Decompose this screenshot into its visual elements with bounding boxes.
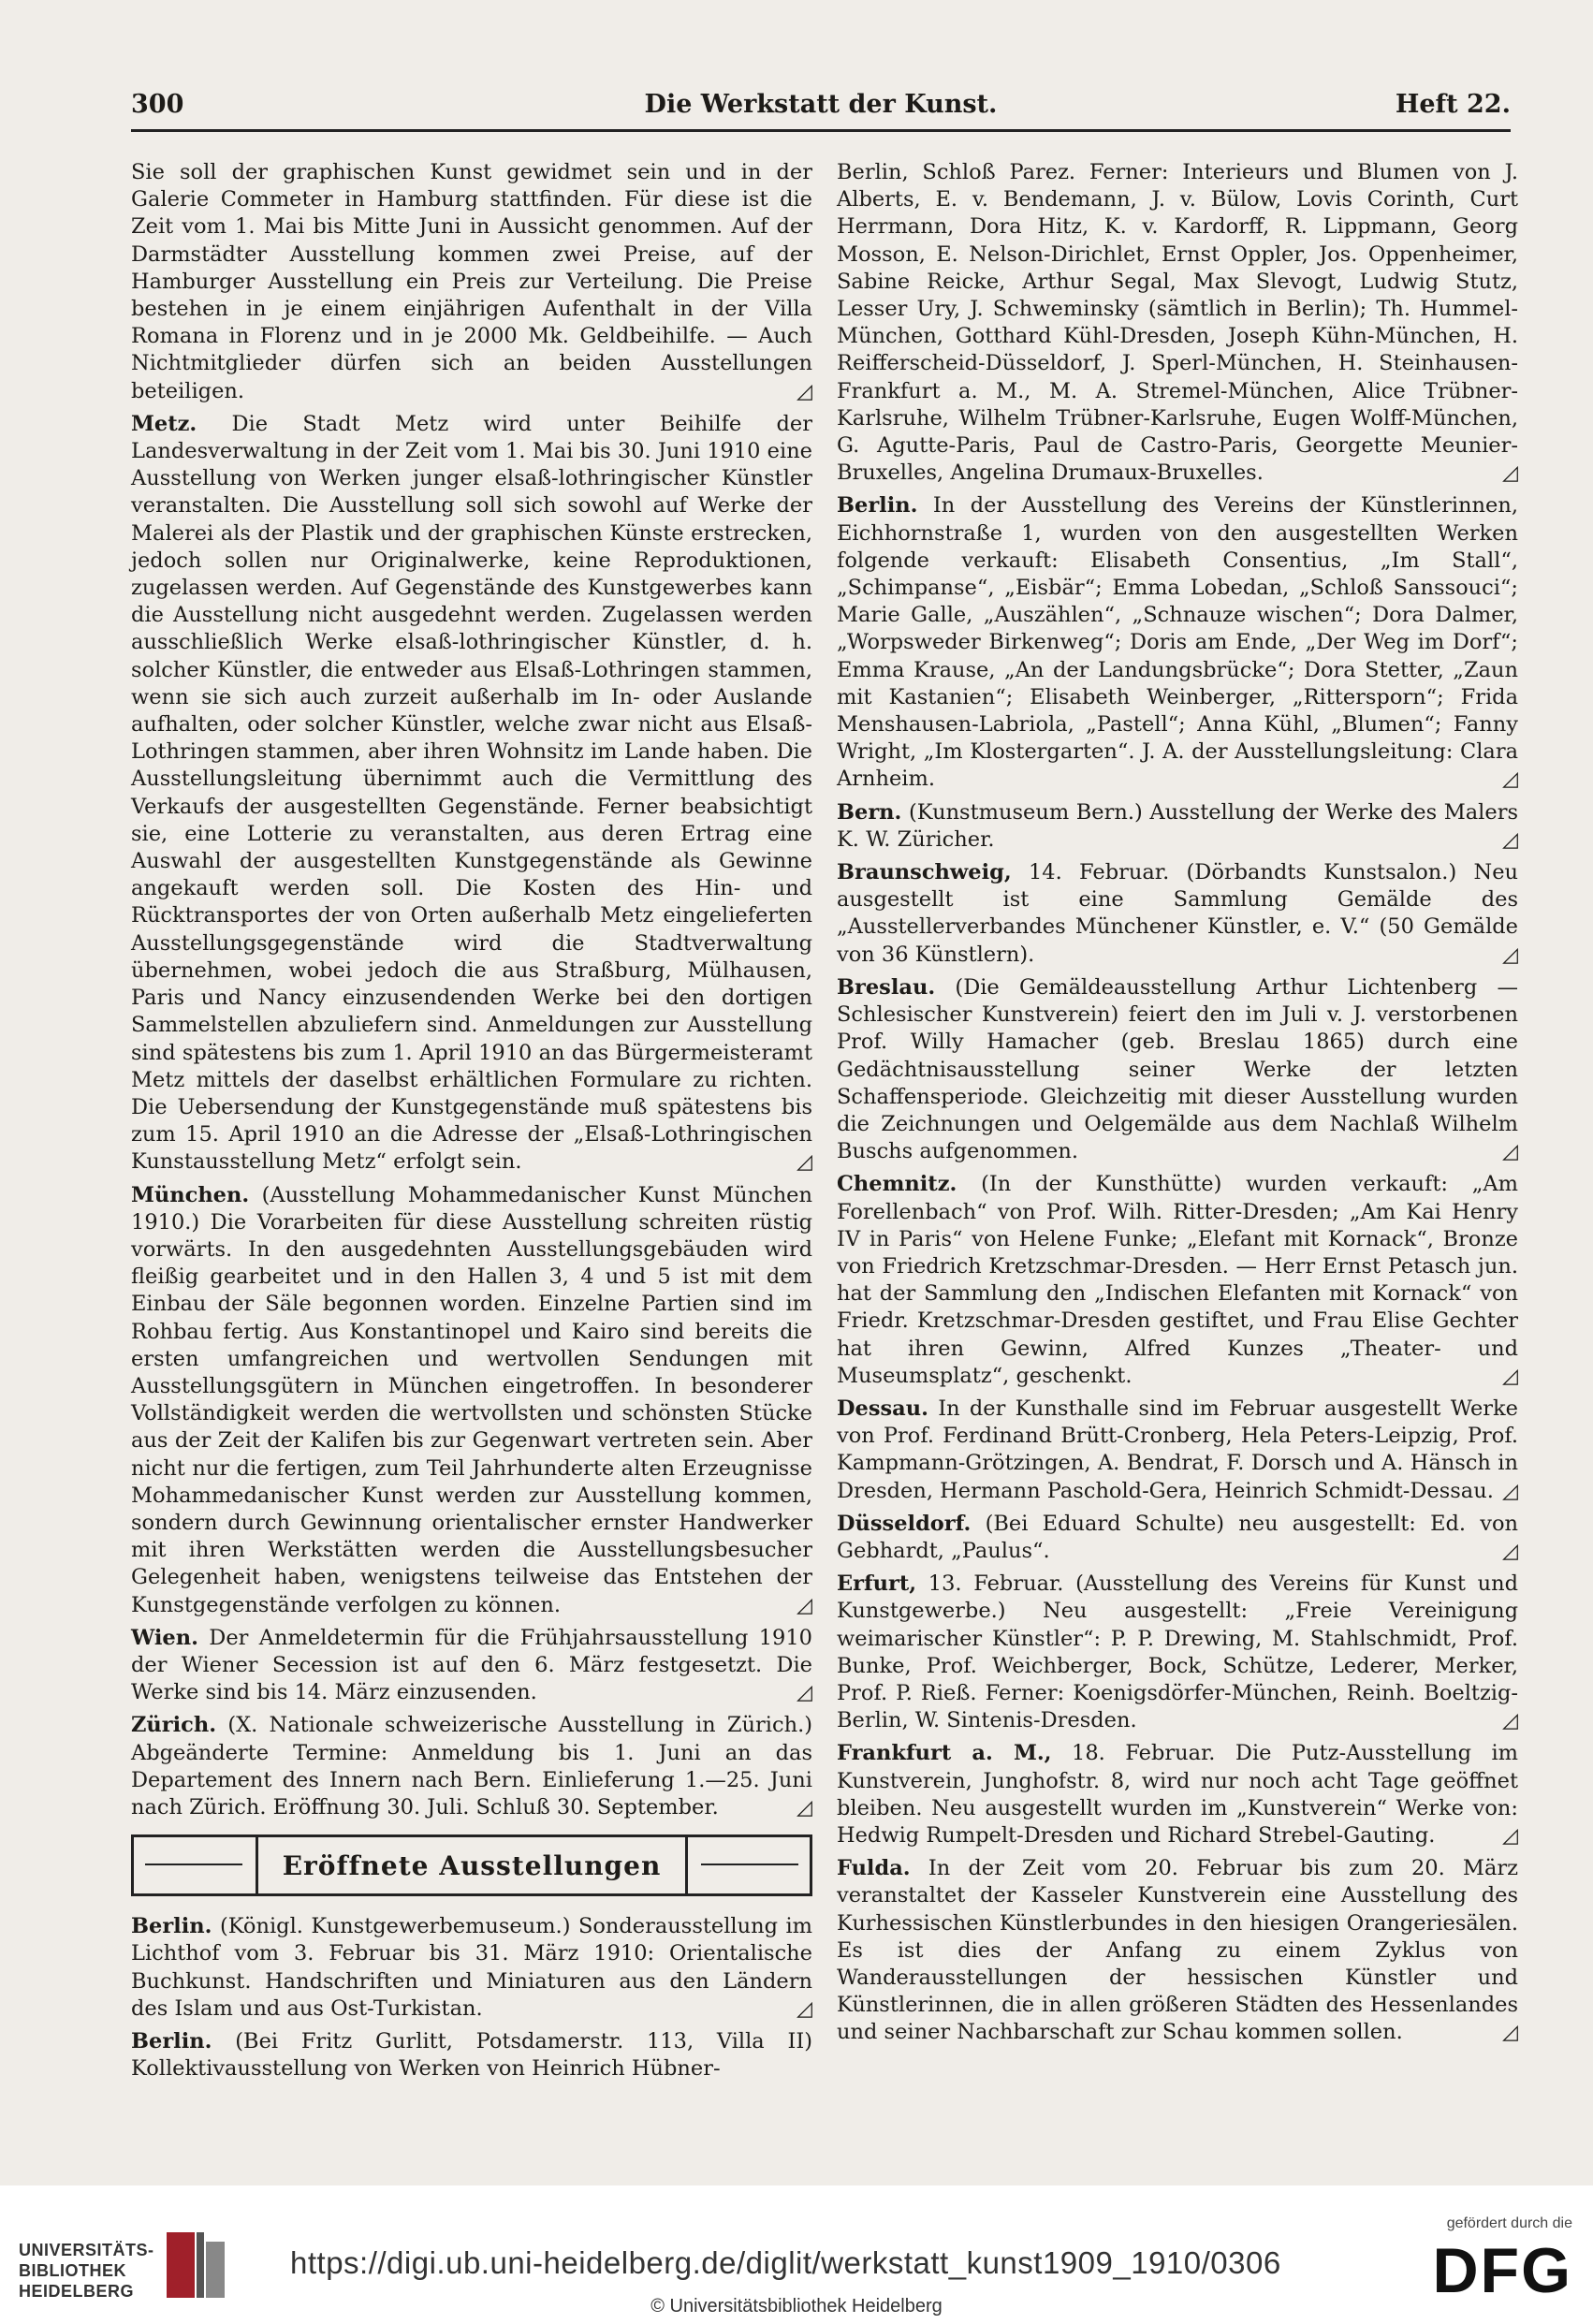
paragraph-text: (Königl. Kunstgewerbemuseum.) Sonderausstellung im Lichthof vom 3. Februar bis 31. März 1910: Orientalische Buchkunst. Handschriften und Miniaturen aus den Ländern des Islam und aus Ost-Turkistan. xyxy=(131,1914,812,2021)
article-paragraph xyxy=(131,2028,812,2083)
paragraph-text: Berlin, Schloß Parez. Ferner: Interieurs und Blumen von J. Alberts, E. v. Bendemann, J. v. Bülow, Lovis Corinth, Curt Herrmann, Dora Hitz, K. v. Kardorff, R. Lippmann, Georg Mosson, E. Nelson-Dirichlet, Ernst Oppler, Jos. Oppenheimer, Sabine Reicke, Arthur Segal, Max Slevogt, Ludwig Stutz, Lesser Ury, J. Schweminsky (sämtlich in Berlin); Th. Hummel-München, Gotthard Kühl-Dresden, Joseph Kühn-München, H. Reifferscheid-Düsseldorf, J. Sperl-München, H. Steinhausen-Frankfurt a. M., M. A. Stremel-München, Alice Trübner-Karlsruhe, Wilhelm Trübner-Karlsruhe, Eugen Wolff-München, G. Agutte-Paris, Paul de Castro-Paris, Georgette Meunier-Bruxelles, Angelina Drumaux-Bruxelles. xyxy=(837,160,1518,486)
paragraph-text: (Ausstellung Mohammedanischer Kunst München 1910.) Die Vorarbeiten für diese Ausstellung schreiten rüstig vorwärts. In den ausgedehnten Ausstellungsgebäuden wird fleißig gearbeitet und in den Hallen 3, 4 und 5 ist mit dem Einbau der Säle begonnen worden. Einzelne Partien sind im Rohbau fertig. Aus Konstantinopel und Kairo sind bereits die ersten umfangreichen und wertvollen Sendungen mit Ausstellungsgütern in München eingetroffen. In besonderer Vollständigkeit werden die wertvollsten und schönsten Stücke aus der Zeit der Kalifen bis zur Gegenwart vertreten sein. Aber nicht nur die fertigen, zum Teil Jahrhunderte alten Erzeugnisse Mohammedanischer Kunst werden zur Ausstellung kommen, sondern durch Gewinnung orientalischer ernster Handwerker mit ihren Werkstätten werden die Ausstellungsbesucher Gelegenheit haben, wenigstens teilweise das Entstehen der Kunstgegenstände verfolgen zu können. xyxy=(131,1182,812,1617)
header-rule xyxy=(131,129,1511,132)
article-paragraph xyxy=(131,1182,812,1619)
location-heading: Düsseldorf. xyxy=(837,1511,972,1536)
paragraph-text: Sie soll der graphischen Kunst gewidmet sein und in der Galerie Commeter in Hamburg stattfinden. Für diese ist die Zeit vom 1. Mai bis Mitte Juni in Aussicht genommen. Auf der Darmstädter Ausstellung kommen zwei Preise, auf der Hamburger Ausstellung ein Preis zur Verteilung. Die Preise bestehen in je einem einjährigen Aufenthalt in der Villa Romana in Florenz und in je 2000 Mk. Geldbeihilfe. — Auch Nichtmitglieder dürfen sich an beiden Ausstellungen beteiligen. xyxy=(131,160,812,403)
article-paragraph xyxy=(837,1511,1518,1565)
paragraph-text: (Bei Eduard Schulte) neu ausgestellt: Ed. von Gebhardt, „Paulus“. xyxy=(837,1511,1518,1563)
paragraph-text: 13. Februar. (Ausstellung des Vereins für Kunst und Kunstgewerbe.) Neu ausgestellt: „Freie Vereinigung weimarischer Künstler“: P. P. Drewing, M. Stahlschmidt, Prof. Bunke, Prof. Weichberger, Bock, Schütze, Lederer, Merker, Prof. P. Rieß. Ferner: Koenigsdörfer-München, Reinh. Boeltzig-Berlin, W. Sintenis-Dresden. xyxy=(837,1571,1518,1733)
dfg-wordmark: DFG xyxy=(1432,2235,1572,2306)
location-heading: Zürich. xyxy=(131,1713,217,1738)
paragraph-text: In der Zeit vom 20. Februar bis zum 20. März veranstaltet der Kasseler Kunstverein eine Ausstellung des Kurhessischen Künstlerbundes in den hiesigen Orangeriesälen. Es ist dies der Anfang zu einem Zyklus von Wanderausstellungen der hessischen Künstler und Künstlerinnen, die in allen größeren Städten des Hessenlandes und seiner Nachbarschaft zur Schau kommen sollen. xyxy=(837,1856,1518,2045)
location-heading: Frankfurt a. M., xyxy=(837,1741,1052,1766)
article-paragraph xyxy=(837,159,1518,487)
location-heading: Fulda. xyxy=(837,1856,911,1881)
paragraph-text: Der Anmeldetermin für die Frühjahrsausstellung 1910 der Wiener Secession ist auf den 6. März festgesetzt. Die Werke sind bis 14. März einzusenden. xyxy=(131,1625,813,1705)
end-mark-icon: ◿ xyxy=(796,1593,812,1617)
end-mark-icon: ◿ xyxy=(1502,1479,1518,1503)
paragraph-text: (X. Nationale schweizerische Ausstellung in Zürich.) Abgeänderte Termine: Anmeldung bis 1. Juni an das Departement des Innern nach Bern. Einlieferung 1.—25. Juni nach Zürich. Eröffnung 30. Juli. Schluß 30. September. xyxy=(131,1713,813,1820)
end-mark-icon: ◿ xyxy=(1502,827,1518,852)
article-paragraph xyxy=(837,1396,1518,1505)
article-paragraph xyxy=(131,1712,812,1821)
left-column xyxy=(131,159,812,2088)
location-heading: München. xyxy=(131,1182,250,1207)
page-header xyxy=(131,90,1511,127)
location-heading: Berlin. xyxy=(131,2029,212,2054)
end-mark-icon: ◿ xyxy=(796,1150,812,1175)
location-heading: Wien. xyxy=(131,1625,198,1650)
location-heading: Berlin. xyxy=(131,1914,212,1939)
paragraph-text: Die Stadt Metz wird unter Beihilfe der Landesverwaltung in der Zeit vom 1. Mai bis 30. Juni 1910 eine Ausstellung von Werken junger elsaß-lothringischer Künstler veranstalten. Die Ausstellung soll sich sowohl auf Werke der Malerei als der Plastik und der graphischen Künste erstrecken, jedoch sollen nur Originalwerke, keine Reproduktionen, zugelassen werden. Auf Gegenstände des Kunstgewerbes kann die Ausstellung nicht ausgedehnt werden. Zugelassen werden ausschließlich Werke elsaß-lothringischer Künstler, d. h. solcher Künstler, die entweder aus Elsaß-Lothringen stammen, wenn sie sich auch zurzeit außerhalb im In- oder Auslande aufhalten, oder solcher Künstler, welche zwar nicht aus Elsaß-Lothringen stammen, aber ihren Wohnsitz im Lande haben. Die Ausstellungsleitung übernimmt auch die Vermittlung des Verkaufs der ausgestellten Gegenstände. Ferner beabsichtigt sie, eine Lotterie zu veranstalten, aus deren Ertrag eine Auswahl der ausgestellten Kunstgegenstände als Gewinne angekauft werden soll. Die Kosten des Hin- und Rücktransportes der von Orten außerhalb Metz eingelieferten Ausstellungsgegenstände wird die Stadtverwaltung übernehmen, wobei jedoch die aus Straßburg, Mülhausen, Paris und Nancy einzusendenden Werke bei den dortigen Sammelstellen abzuliefern sind. Anmeldungen zur Ausstellung sind spätestens bis zum 1. April 1910 an das Bürgermeisteramt Metz mittels der daselbst erhältlichen Formulare zu richten. Die Uebersendung der Kunstgegenstände muß spätestens bis zum 15. April 1910 an die Adresse der „Elsaß-Lothringischen Kunstausstellung Metz“ erfolgt sein. xyxy=(131,411,812,1175)
section-heading-box xyxy=(131,1834,812,1896)
end-mark-icon: ◿ xyxy=(1502,1539,1518,1563)
article-paragraph xyxy=(837,1571,1518,1734)
journal-title: Die Werkstatt der Kunst. xyxy=(644,90,998,119)
end-mark-icon: ◿ xyxy=(1502,2021,1518,2045)
copyright-notice: © Universitätsbibliothek Heidelberg xyxy=(650,2296,943,2317)
funding-note: gefördert durch die xyxy=(1446,2215,1572,2231)
article-paragraph xyxy=(131,159,812,405)
paragraph-text: (Bei Fritz Gurlitt, Potsdamerstr. 113, Villa II) Kollektivausstellung von Werken von Heinrich Hübner- xyxy=(131,2029,813,2082)
paragraph-text: (In der Kunsthütte) wurden verkauft: „Am Forellenbach“ von Prof. Wilh. Ritter-Dresden; „Am Kai Henry IV in Paris“ von Helene Funke; „Elefant mit Kornack“, Bronze von Friedrich Kretzschmar-Dresden. — Herr Ernst Petasch jun. hat der Sammlung den „Indischen Elefanten mit Kornack“ von Friedr. Kretzschmar-Dresden gestiftet, und Frau Elise Gechter hat ihren Gewinn, Alfred Kunzes „Theater- und Museumsplatz“, geschenkt. xyxy=(837,1172,1518,1388)
location-heading: Dessau. xyxy=(837,1396,928,1421)
article-paragraph xyxy=(131,411,812,1177)
end-mark-icon: ◿ xyxy=(796,1996,812,2021)
article-paragraph xyxy=(837,1171,1518,1390)
article-paragraph xyxy=(837,1740,1518,1849)
article-paragraph xyxy=(131,1625,812,1707)
location-heading: Metz. xyxy=(131,411,197,436)
end-mark-icon: ◿ xyxy=(796,379,812,403)
paragraph-text: In der Ausstellung des Vereins der Künstlerinnen, Eichhornstraße 1, wurden von den ausgestellten Werken folgende verkauft: Elisabeth Consentius, „Im Stall“, „Schimpanse“, „Eisbär“; Emma Lobedan, „Schloß Sanssouci“; Marie Galle, „Auszählen“, „Schnauze wischen“; Dora Dalmer, „Worpsweder Birkenweg“; Doris am Ende, „Der Weg im Dorf“; Emma Krause, „An der Landungsbrücke“; Dora Stetter, „Zaun mit Kastanien“; Elisabeth Weinberger, „Rittersporn“; Frida Menshausen-Labriola, „Pastell“; Anna Kühl, „Blumen“; Fanny Wright, „Im Klostergarten“. J. A. der Ausstellungsleitung: Clara Arnheim. xyxy=(837,493,1518,792)
location-heading: Chemnitz. xyxy=(837,1172,957,1197)
footer-bar xyxy=(0,2185,1593,2324)
right-column xyxy=(837,159,1518,2053)
paragraph-text: In der Kunsthalle sind im Februar ausgestellt Werke von Prof. Ferdinand Brütt-Cronberg, Hela Peters-Leipzig, Prof. Kampmann-Grötzingen, A. Bendrat, F. Dorsch und A. Hänsch in Dresden, Hermann Paschold-Gera, Heinrich Schmidt-Dessau. xyxy=(837,1396,1518,1503)
location-heading: Erfurt, xyxy=(837,1571,917,1597)
paragraph-text: (Die Gemäldeausstellung Arthur Lichtenberg — Schlesischer Kunstverein) feiert den im Juli v. J. verstorbenen Prof. Willy Hamacher (geb. Breslau 1865) durch eine Gedächtnisausstellung seiner Werke der letzten Schaffensperiode. Gleichzeitig mit dieser Ausstellung wurden die Zeichnungen und Oelgemälde aus dem Nachlaß Wilhelm Buschs aufgenommen. xyxy=(837,974,1518,1164)
issue-number: Heft 22. xyxy=(1395,90,1511,119)
permalink-url[interactable]: https://digi.ub.uni-heidelberg.de/diglit/werkstatt_kunst1909_1910/0306 xyxy=(290,2245,1281,2280)
end-mark-icon: ◿ xyxy=(1502,1140,1518,1164)
library-logo[interactable] xyxy=(19,2223,290,2307)
paragraph-text: (Kunstmuseum Bern.) Ausstellung der Werke des Malers K. W. Züricher. xyxy=(837,799,1518,852)
library-name-line3: HEIDELBERG xyxy=(19,2282,135,2301)
end-mark-icon: ◿ xyxy=(1502,767,1518,792)
article-paragraph xyxy=(837,492,1518,793)
library-name-line2: BIBLIOTHEK xyxy=(19,2261,126,2280)
article-paragraph xyxy=(837,859,1518,969)
article-paragraph xyxy=(837,799,1518,854)
location-heading: Berlin. xyxy=(837,493,918,519)
location-heading: Braunschweig, xyxy=(837,860,1012,885)
page-number: 300 xyxy=(131,90,184,119)
paragraph-text: 14. Februar. (Dörbandts Kunstsalon.) Neu ausgestellt ist eine Sammlung Gemälde des „Ausstellerverbandes Münchener Künstler, e. V.“ (50 Gemälde von 36 Künstlern). xyxy=(837,860,1518,967)
location-heading: Breslau. xyxy=(837,974,936,1000)
end-mark-icon: ◿ xyxy=(796,1795,812,1820)
end-mark-icon: ◿ xyxy=(1502,1709,1518,1733)
section-heading: Eröffnete Ausstellungen xyxy=(256,1837,688,1893)
article-paragraph xyxy=(131,1913,812,2023)
end-mark-icon: ◿ xyxy=(1502,943,1518,967)
location-heading: Bern. xyxy=(837,799,902,825)
end-mark-icon: ◿ xyxy=(796,1681,812,1705)
paragraph-text: 18. Februar. Die Putz-Ausstellung im Kunstverein, Junghofstr. 8, wird nur noch acht Tage geöffnet bleiben. Neu ausgestellt wurden im „Kunstverein“ Werke von: Hedwig Rumpelt-Dresden und Richard Strebel-Gauting. xyxy=(837,1741,1519,1848)
library-name-line1: UNIVERSITÄTS- xyxy=(19,2241,154,2259)
end-mark-icon: ◿ xyxy=(1502,461,1518,486)
dfg-logo[interactable] xyxy=(1404,2215,1572,2318)
end-mark-icon: ◿ xyxy=(1502,1364,1518,1388)
library-emblem-icon xyxy=(159,2223,234,2307)
end-mark-icon: ◿ xyxy=(1502,1823,1518,1848)
article-paragraph xyxy=(837,1855,1518,2046)
article-paragraph xyxy=(837,974,1518,1165)
